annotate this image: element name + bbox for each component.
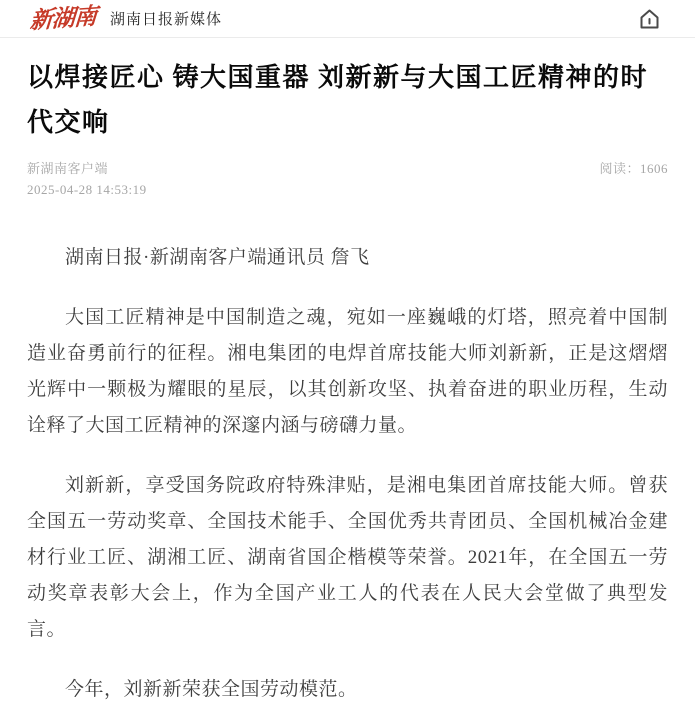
article-paragraph: 刘新新，享受国务院政府特殊津贴，是湘电集团首席技能大师。曾获全国五一劳动奖章、全国技术能手、全国优秀共青团员、全国机械冶金建材行业工匠、湖湘工匠、湖南省国企楷模等荣誉。2021年，在全国五一劳动奖章表彰大会上，作为全国产业工人的代表在人民大会堂做了典型发言。 xyxy=(27,475,668,640)
article-meta xyxy=(27,158,668,200)
header xyxy=(0,0,695,38)
article-paragraph: 大国工匠精神是中国制造之魂，宛如一座巍峨的灯塔，照亮着中国制造业奋勇前行的征程。湘电集团的电焊首席技能大师刘新新，正是这熠熠光辉中一颗极为耀眼的星辰，以其创新攻坚、执着奋进的职业历程，生动诠释了大国工匠精神的深邃内涵与磅礴力量。 xyxy=(27,307,668,436)
article-publish-time: 2025-04-28 14:53:19 xyxy=(27,182,147,197)
article-body xyxy=(27,240,668,708)
article-page xyxy=(0,55,695,708)
article-meta-left xyxy=(27,158,147,200)
article-title: 以焊接匠心 铸大国重器 刘新新与大国工匠精神的时代交响 xyxy=(27,63,649,137)
article-read-count: 阅读：1606 xyxy=(599,161,668,176)
article-paragraph: 湖南日报·新湖南客户端通讯员 詹飞 xyxy=(65,247,370,268)
article-paragraph: 今年，刘新新荣获全国劳动模范。 xyxy=(65,679,358,700)
article-source: 新湖南客户端 xyxy=(27,161,109,176)
brand-label: 湖南日报新媒体 xyxy=(110,12,223,28)
home-button[interactable] xyxy=(637,7,662,31)
xinhunan-logo[interactable]: 新湖南 xyxy=(29,3,97,34)
home-icon xyxy=(637,7,662,31)
